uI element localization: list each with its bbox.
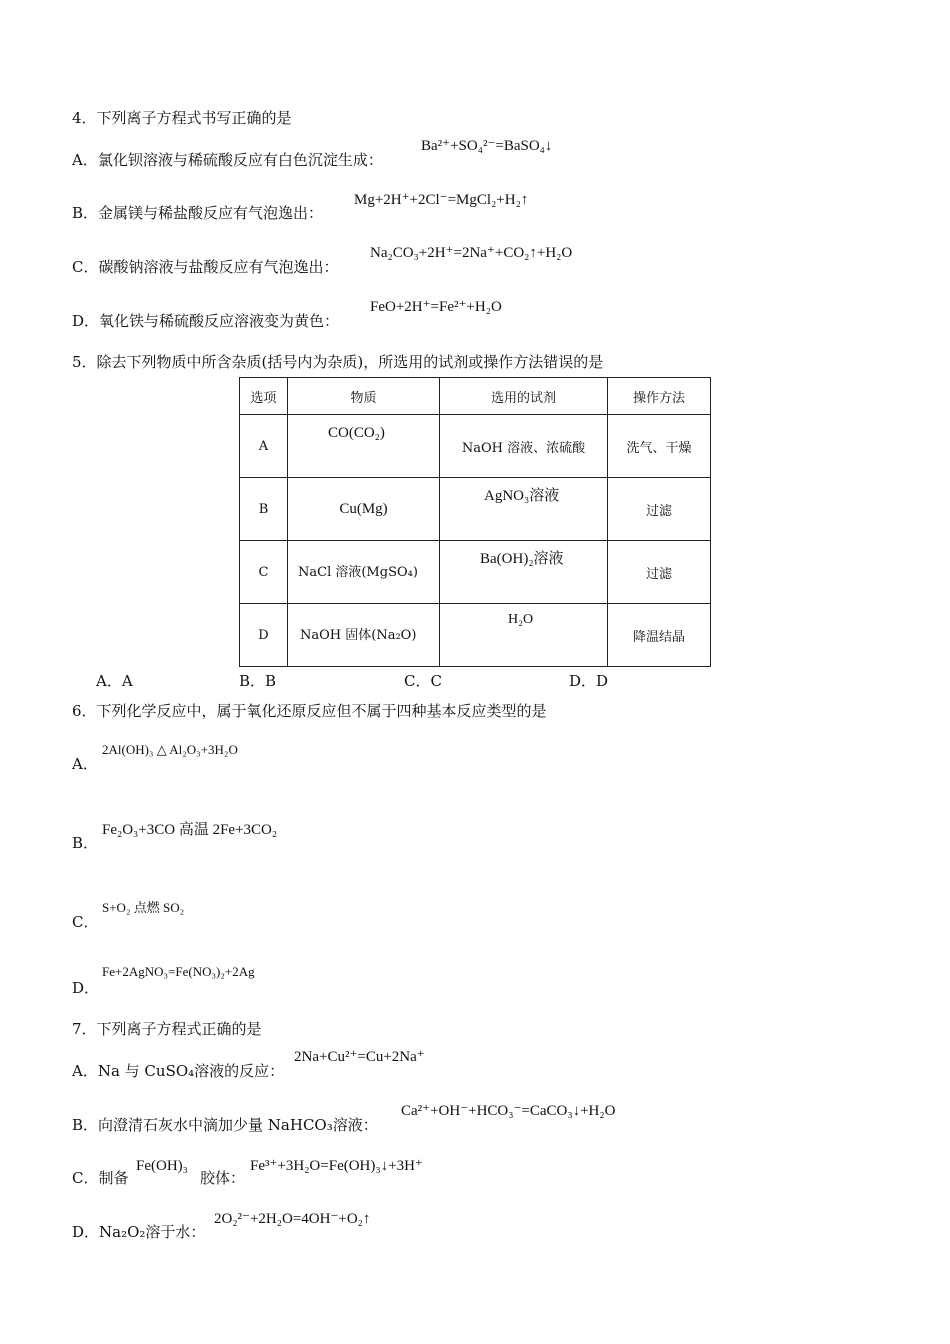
row-c-substance [288, 541, 440, 604]
q7-option-a-equation: 2Na+Cu²⁺=Cu+2Na⁺ [294, 1049, 425, 1065]
q6-option-c-equation: S+O₂ 点燃 SO₂ [102, 900, 185, 915]
table-header-row [240, 378, 711, 415]
q7-option-c-label-tail: 胶体： [200, 1169, 246, 1187]
q5-choice-c[interactable]: C．C [404, 672, 442, 690]
row-a-reagent: NaOH 溶液、浓硫酸 [440, 415, 608, 478]
row-d-option: D [240, 604, 288, 667]
row-b-substance: Cu(Mg) [288, 478, 440, 541]
q6-stem: 6．下列化学反应中，属于氧化还原反应但不属于四种基本反应类型的是 [72, 702, 547, 720]
q7-option-c-species: Fe(OH)₃ [136, 1158, 188, 1174]
row-b-reagent [440, 478, 608, 541]
q7-option-c-label: C．制备 [72, 1169, 129, 1187]
row-c-option: C [240, 541, 288, 604]
row-d-substance [288, 604, 440, 667]
q6-option-c-label: C． [72, 913, 99, 931]
row-b-option: B [240, 478, 288, 541]
q5-table [239, 377, 711, 667]
table-row [240, 415, 711, 478]
row-b-reagent-text: AgNO₃溶液 [484, 488, 560, 504]
q4-option-d-label: D．氧化铁与稀硫酸反应溶液变为黄色： [72, 312, 340, 330]
row-d-reagent-text: H₂O [508, 612, 534, 627]
q5-stem: 5．除去下列物质中所含杂质(括号内为杂质)，所选用的试剂或操作方法错误的是 [72, 353, 604, 371]
q7-option-c-equation: Fe³⁺+3H₂O=Fe(OH)₃↓+3H⁺ [250, 1158, 423, 1174]
q7-option-b-label: B．向澄清石灰水中滴加少量 NaHCO₃溶液： [72, 1116, 378, 1134]
header-substance: 物质 [288, 378, 440, 415]
q7-option-a-label: A．Na 与 CuSO₄溶液的反应： [72, 1062, 285, 1080]
row-d-substance-text: NaOH 固体(Na₂O) [300, 628, 417, 643]
q4-stem: 4．下列离子方程式书写正确的是 [72, 109, 292, 127]
q4-option-a-label: A．氯化钡溶液与稀硫酸反应有白色沉淀生成： [72, 151, 383, 169]
q6-option-a-label: A． [72, 755, 98, 773]
table-row [240, 541, 711, 604]
row-d-reagent [440, 604, 608, 667]
row-a-method: 洗气、干燥 [608, 415, 711, 478]
table-row [240, 478, 711, 541]
header-method: 操作方法 [608, 378, 711, 415]
q4-option-c-equation: Na₂CO₃+2H⁺=2Na⁺+CO₂↑+H₂O [370, 245, 573, 261]
row-b-method: 过滤 [608, 478, 711, 541]
q7-stem: 7．下列离子方程式正确的是 [72, 1020, 262, 1038]
q6-option-b-equation: Fe₂O₃+3CO 高温 2Fe+3CO₂ [102, 822, 278, 838]
q4-option-b-label: B．金属镁与稀盐酸反应有气泡逸出： [72, 204, 324, 222]
q6-option-a-equation: 2Al(OH)₃ △ Al₂O₃+3H₂O [102, 742, 238, 757]
row-c-reagent [440, 541, 608, 604]
header-reagent: 选用的试剂 [440, 378, 608, 415]
q5-choice-a[interactable]: A．A [96, 672, 133, 690]
row-a-substance [288, 415, 440, 478]
row-c-method: 过滤 [608, 541, 711, 604]
row-d-method: 降温结晶 [608, 604, 711, 667]
header-option: 选项 [240, 378, 288, 415]
row-c-reagent-text: Ba(OH)₂溶液 [480, 551, 564, 567]
q4-option-c-label: C．碳酸钠溶液与盐酸反应有气泡逸出： [72, 258, 339, 276]
q5-choice-d[interactable]: D．D [569, 672, 609, 690]
row-a-substance-text: CO(CO₂) [328, 425, 385, 441]
q7-option-d-label: D．Na₂O₂溶于水： [72, 1223, 206, 1241]
row-a-option: A [240, 415, 288, 478]
table-row [240, 604, 711, 667]
q4-option-d-equation: FeO+2H⁺=Fe²⁺+H₂O [370, 299, 502, 315]
q7-option-d-equation: 2O₂²⁻+2H₂O=4OH⁻+O₂↑ [214, 1211, 371, 1227]
q6-option-d-label: D． [72, 979, 100, 997]
row-c-substance-text: NaCl 溶液(MgSO₄) [298, 565, 418, 580]
q7-option-b-equation: Ca²⁺+OH⁻+HCO₃⁻=CaCO₃↓+H₂O [401, 1103, 616, 1119]
q6-option-d-equation: Fe+2AgNO₃=Fe(NO₃)₂+2Ag [102, 964, 255, 979]
q4-option-b-equation: Mg+2H⁺+2Cl⁻=MgCl₂+H₂↑ [354, 192, 529, 208]
q6-option-b-label: B． [72, 834, 99, 852]
q5-choice-b[interactable]: B．B [239, 672, 277, 690]
q4-option-a-equation: Ba²⁺+SO₄²⁻=BaSO₄↓ [421, 138, 553, 154]
